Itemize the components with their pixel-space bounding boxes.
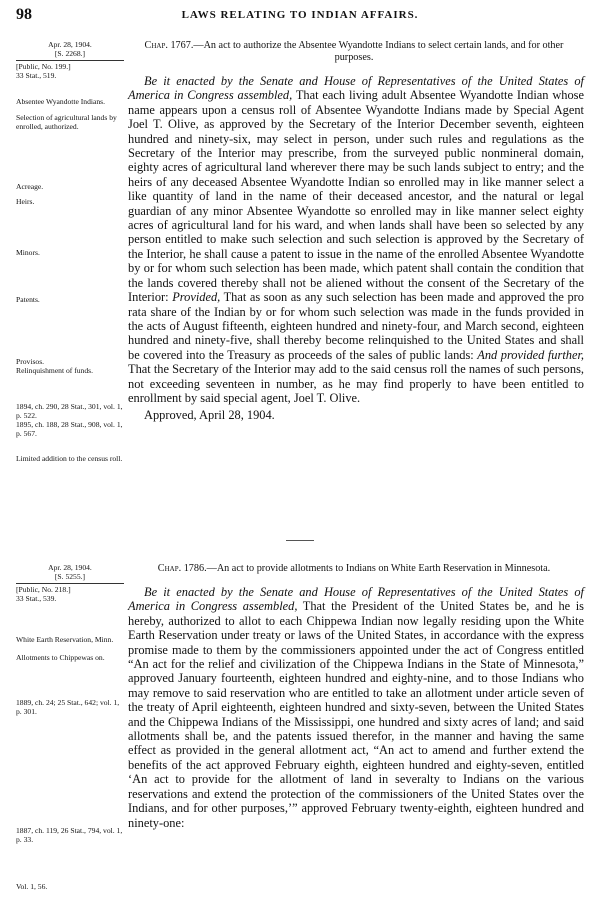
act-text: Be it enacted by the Senate and House of Representatives of the United States of America in Congress assembled, That the President of the United States be, and he is hereby, authorized to allot to each Chippewa Indian now legally residing upon the White Earth Reservation under treaty or laws of the United States, in accordance with the express promise made to them by the commissioners appointed under the act of Congress entitled “An act for the relief and civilization of the Chippewa Indians in the State of Minnesota,” approved January fourteenth, eighteen hundred and eighty-nine, and to those Indians who may remove to said reservation who are entitled to take an allotment under article seven of the treaty of April eighteenth, eighteen hundred and sixty-seven, between the United States and the Chippewa Indians of the Mississippi, one hundred and sixty acres of land; and said allotments shall be, and the patents issued therefor, in the manner and having the same effect as provided in the general allotment act, “An act to amend and further extend the benefits of the act approved February eighth, eighteen hundred and eighty-seven, entitled ‘An act to provide for the allotment of land in severalty to Indians on the various reservations and extend the protection of the commissioners of the United States over the Indians, and for other purposes,’” approved February twenty-eighth, eighteen hundred and ninety-one: bbox=[128, 585, 584, 830]
running-head: LAWS RELATING TO INDIAN AFFAIRS. bbox=[181, 9, 419, 21]
act-date: Apr. 28, 1904. bbox=[48, 40, 92, 49]
margin-note: Selection of agricultural lands by enrolled, authorized. bbox=[16, 113, 117, 131]
act-text: Be it enacted by the Senate and House of Representatives of the United States of America in Congress assembled, That each living adult Absentee Wyandotte Indian whose name appears upon a census roll of Absentee Wyandotte Indians made by Special Agent Joel T. Olive, as approved by the Secretary of the Interior December seventh, eighteen hundred and ninety-six, may select in person, under such rules and regulations as the Secretary of the Interior may prescribe, from the surveyed public nonmineral domain, eighty acres of agricultural land wherever there may be such lands subject to entry; and the heirs of any deceased Absentee Wyandotte Indian so enrolled may in like manner select a like quantity of land in the name of their deceased ancestor, and the natural or legal guardian of any minor Absentee Wyandotte so enrolled may in like manner select eighty acres of agricultural land for his ward, and when lands shall have been so selected by any person entitled to make such selection and such selection is approved by the Secretary of the Interior, he shall cause a patent to issue in the name of the enrolled Absentee Wyandotte by or for whom such selection has been made, which patent shall contain the condition that the lands covered thereby shall not be aliened without the consent of the Secretary of the Interior: Provided, That as soon as any such selection has been made and approved the pro rata share of the Indian by or for whom such selection was made in the funds provided in the acts of August fifteenth, eighteen hundred and ninety-four, and March second, eighteen hundred and ninety-five, shall thereby become relinquished to the United States and shall be covered into the Treasury as proceeds of the sales of public lands: And provided further, That the Secretary of the Interior may add to the said census roll the names of such persons, not exceeding seventeen in number, as he may find properly to have been entitled to enrollment by said special agent, Joel T. Olive. bbox=[128, 74, 584, 405]
bill-number: [S. 2268.] bbox=[54, 49, 86, 58]
page-header bbox=[16, 6, 584, 28]
public-law-number: [Public, No. 199.] bbox=[16, 62, 71, 71]
page-number: 98 bbox=[16, 6, 32, 23]
margin-note: 1895, ch. 188, 28 Stat., 908, vol. 1, p. 567. bbox=[16, 420, 123, 438]
statutes-citation: 33 Stat., 539. bbox=[16, 594, 57, 603]
chapter-1767 bbox=[16, 40, 586, 540]
margin-note: Allotments to Chippewas on. bbox=[16, 653, 105, 662]
act-date: Apr. 28, 1904. bbox=[48, 563, 92, 572]
margin-note: Absentee Wyandotte Indians. bbox=[16, 97, 106, 106]
margin-note: Limited addition to the census roll. bbox=[16, 454, 123, 463]
margin-rule bbox=[16, 60, 124, 61]
chapter-number: Chap. 1786. bbox=[157, 563, 207, 574]
margin-note: White Earth Reservation, Minn. bbox=[16, 635, 114, 644]
chapter-1767-content bbox=[128, 40, 584, 423]
margin-note: Relinquishment of funds. bbox=[16, 366, 93, 375]
chapter-title-text: —An act to provide allotments to Indians on White Earth Reservation in Minnesota. bbox=[206, 563, 551, 574]
chapter-1786-content bbox=[128, 563, 584, 830]
chapter-number: Chap. 1767. bbox=[144, 40, 194, 51]
margin-note: 1894, ch. 290, 28 Stat., 301, vol. 1, p. 522. bbox=[16, 402, 123, 420]
margin-note: Vol. 1, 56. bbox=[16, 882, 48, 891]
margin-note: 1887, ch. 119, 26 Stat., 794, vol. 1, p. 33. bbox=[16, 826, 123, 844]
bill-number: [S. 5255.] bbox=[54, 572, 86, 581]
enacting-clause: Be it enacted by the Senate and House of Representatives of the United States of America in Congress assembled, bbox=[128, 74, 584, 103]
proviso: And provided further, bbox=[477, 347, 584, 362]
margin-note: Provisos. bbox=[16, 357, 45, 366]
approval-line: Approved, April 28, 1904. bbox=[144, 408, 275, 423]
chapter-title bbox=[128, 40, 580, 64]
statutes-citation: 33 Stat., 519. bbox=[16, 71, 57, 80]
margin-note: Acreage. bbox=[16, 182, 44, 191]
margin-note: Minors. bbox=[16, 248, 40, 257]
margin-rule bbox=[16, 583, 124, 584]
enacting-clause: Be it enacted by the Senate and House of Representatives of the United States of America in Congress assembled, bbox=[128, 585, 584, 614]
chapter-1786 bbox=[16, 563, 586, 905]
proviso: Provided, bbox=[172, 290, 221, 305]
margin-note: Heirs. bbox=[16, 197, 35, 206]
public-law-number: [Public, No. 218.] bbox=[16, 585, 71, 594]
chapter-title-text: —An act to authorize the Absentee Wyandotte Indians to select certain lands, and for other purposes. bbox=[193, 40, 564, 63]
margin-note: Patents. bbox=[16, 295, 40, 304]
margin-note: 1889, ch. 24; 25 Stat., 642; vol. 1, p. 301. bbox=[16, 698, 120, 716]
chapter-title bbox=[128, 563, 580, 575]
